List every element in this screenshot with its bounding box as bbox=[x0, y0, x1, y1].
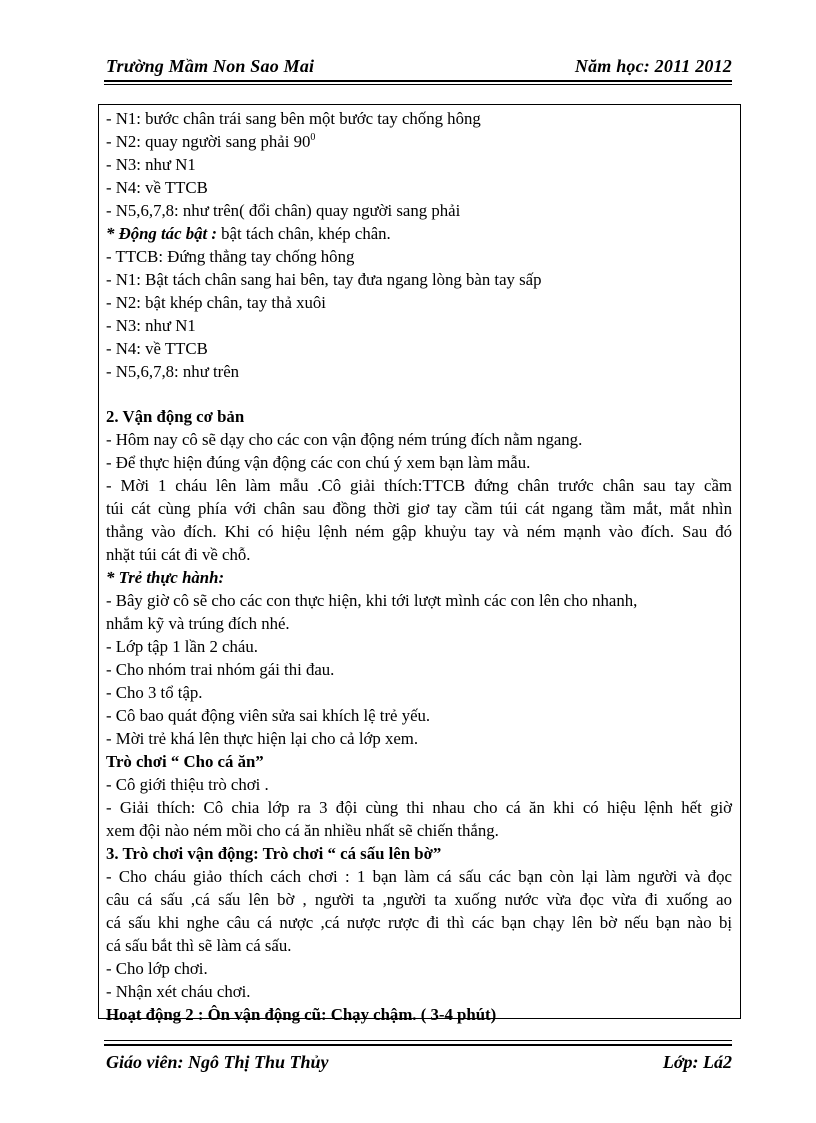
text-span: bật tách chân, khép chân. bbox=[216, 224, 391, 243]
text-line: cá sấu bắt thì sẽ làm cá sấu. bbox=[106, 936, 292, 955]
footer-rule-thin bbox=[104, 1040, 732, 1041]
text-line: - N2: bật khép chân, tay thả xuôi bbox=[106, 293, 326, 312]
text-line: - Cho lớp chơi. bbox=[106, 959, 208, 978]
class-name: Lớp: Lá2 bbox=[662, 1052, 732, 1072]
text-line: - Cô giới thiệu trò chơi . bbox=[106, 775, 269, 794]
section-heading: Trò chơi “ Cho cá ăn” bbox=[106, 752, 264, 771]
text-line: - Giải thích: Cô chia lớp ra 3 đội cùng thi nhau cho cá ăn khi có hiệu lệnh hết giờ bbox=[106, 798, 732, 817]
teacher-name: Giáo viên: Ngô Thị Thu Thủy bbox=[106, 1052, 329, 1072]
text-line: - Nhận xét cháu chơi. bbox=[106, 982, 251, 1001]
text-line: - N5,6,7,8: như trên( đổi chân) quay người sang phải bbox=[106, 201, 461, 220]
text-line: câu cá sấu ,cá sấu lên bờ , người ta ,người ta xuống nước vừa đọc vừa đi xuống ao bbox=[106, 890, 732, 909]
text-line: - Cô bao quát động viên sửa sai khích lệ trẻ yếu. bbox=[106, 706, 431, 725]
degree-superscript: 0 bbox=[310, 132, 316, 143]
text-line: - Để thực hiện đúng vận động các con chú ý xem bạn làm mẫu. bbox=[106, 453, 531, 472]
text-line: thẳng vào đích. Khi có hiệu lệnh ném gập khuỷu tay và ném mạnh vào đích. Sau đó bbox=[106, 522, 732, 541]
section-heading: * Trẻ thực hành: bbox=[106, 568, 225, 587]
text-span: - N2: quay người sang phải 90 bbox=[106, 132, 311, 151]
text-line: - N4: về TTCB bbox=[106, 178, 208, 197]
text-line: cá sấu khi nghe câu cá nược ,cá nược rược đi thì các bạn chạy lên bờ nếu bạn nào bị bbox=[106, 913, 732, 932]
school-year: Năm học: 2011 2012 bbox=[574, 56, 732, 76]
text-line bbox=[106, 131, 732, 153]
text-line: - TTCB: Đứng thẳng tay chống hông bbox=[106, 247, 355, 266]
text-line: nhắm kỹ và trúng đích nhé. bbox=[106, 614, 290, 633]
text-line: - Lớp tập 1 lần 2 cháu. bbox=[106, 637, 258, 656]
text-line: - Cho nhóm trai nhóm gái thi đau. bbox=[106, 660, 335, 679]
section-heading: 2. Vận động cơ bản bbox=[106, 407, 245, 426]
text-line: - Bây giờ cô sẽ cho các con thực hiện, khi tới lượt mình các con lên cho nhanh, bbox=[106, 591, 638, 610]
page-footer bbox=[104, 1040, 732, 1074]
page-header bbox=[104, 52, 732, 84]
text-line: túi cát cùng phía với chân sau đồng thời giơ tay cầm túi cát ngang tầm mắt, mắt nhìn bbox=[106, 499, 732, 518]
text-line: - N3: như N1 bbox=[106, 155, 196, 174]
text-line: - N4: về TTCB bbox=[106, 339, 208, 358]
header-rule-thick bbox=[104, 80, 732, 82]
content-box bbox=[98, 104, 741, 1024]
text-line: - Cho cháu giảo thích cách chơi : 1 bạn làm cá sấu các bạn còn lại làm người và đọc bbox=[106, 867, 732, 886]
text-line: - Cho 3 tổ tập. bbox=[106, 683, 203, 702]
text-line: - Hôm nay cô sẽ dạy cho các con vận động ném trúng đích nằm ngang. bbox=[106, 430, 583, 449]
section-heading: Hoạt động 2 : Ôn vận động cũ: Chạy chậm. ( 3-4 phút) bbox=[106, 1005, 497, 1024]
section-heading: 3. Trò chơi vận động: Trò chơi “ cá sấu lên bờ” bbox=[106, 844, 442, 863]
footer-rule-thick bbox=[104, 1044, 732, 1046]
text-line: xem đội nào ném mồi cho cá ăn nhiều nhất sẽ chiến thắng. bbox=[106, 821, 499, 840]
text-line: - N1: Bật tách chân sang hai bên, tay đưa ngang lòng bàn tay sấp bbox=[106, 270, 542, 289]
text-line: - N3: như N1 bbox=[106, 316, 196, 335]
text-line: - Mời trẻ khá lên thực hiện lại cho cả lớp xem. bbox=[106, 729, 419, 748]
text-line bbox=[106, 223, 732, 245]
header-rule-thin bbox=[104, 84, 732, 85]
text-line: - N1: bước chân trái sang bên một bước tay chống hông bbox=[106, 109, 481, 128]
section-heading: * Động tác bật : bbox=[106, 224, 217, 243]
text-line: - N5,6,7,8: như trên bbox=[106, 362, 240, 381]
text-line: - Mời 1 cháu lên làm mẫu .Cô giải thích:TTCB đứng chân trước chân sau tay cầm bbox=[106, 476, 732, 495]
school-name: Trường Mầm Non Sao Mai bbox=[106, 56, 315, 76]
text-line: nhặt túi cát đi về chỗ. bbox=[106, 545, 251, 564]
